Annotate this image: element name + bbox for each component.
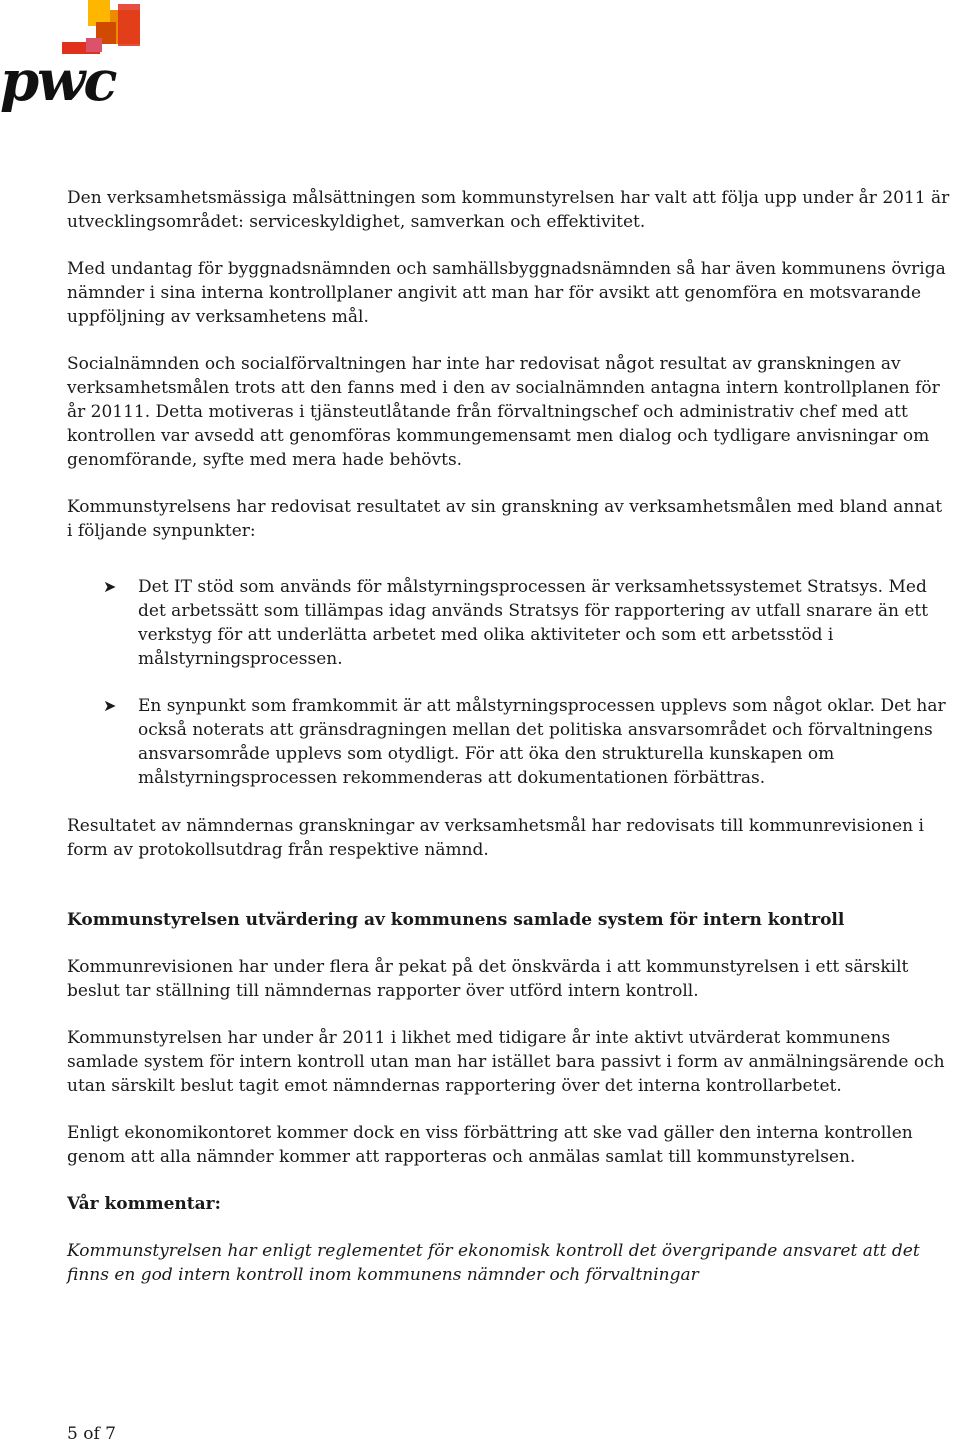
page-number: 5 of 7 [67, 1424, 116, 1444]
svg-text:pwc: pwc [0, 48, 116, 112]
arrowhead-bullet-icon: ➤ [103, 696, 117, 715]
pwc-logo [0, 0, 150, 112]
paragraph-after-bullets: Resultatet av nämndernas granskningar av verksamhetsmål har redovisats till kommunrevisionen i form av protokollsutdrag från respektive nämnd. [67, 816, 924, 860]
comment-heading: Vår kommentar: [67, 1194, 221, 1214]
paragraph-2: Med undantag för byggnadsnämnden och samhällsbyggnadsnämnden så har även kommunens övriga nämnder i sina interna kontrollplaner angivit att man har för avsikt att genomföra en motsvarande uppföljning av verksamhetens mål. [67, 259, 946, 327]
section-paragraph-3: Enligt ekonomikontoret kommer dock en viss förbättring att ske vad gäller den interna kontrollen genom att alla nämnder kommer att rapporteras och anmälas samlat till kommunstyrelsen. [67, 1123, 913, 1167]
document-body [67, 186, 952, 1310]
section-paragraph-2: Kommunstyrelsen har under år 2011 i likhet med tidigare år inte aktivt utvärderat kommunens samlade system för intern kontroll utan man har istället bara passivt i form av anmälningsärende och utan särskilt beslut tagit emot nämndernas rapportering över det interna kontrollarbetet. [67, 1028, 945, 1096]
section-paragraph-1: Kommunrevisionen har under flera år pekat på det önskvärda i att kommunstyrelsen i ett särskilt beslut tar ställning till nämndernas rapporter över utförd intern kontroll. [67, 957, 909, 1001]
pwc-logo-graphic [0, 0, 150, 112]
paragraph-4: Kommunstyrelsens har redovisat resultatet av sin granskning av verksamhetsmålen med bland annat i följande synpunkter: [67, 497, 943, 541]
section-heading: Kommunstyrelsen utvärdering av kommunens samlade system för intern kontroll [67, 910, 845, 930]
comment-text: Kommunstyrelsen har enligt reglementet för ekonomisk kontroll det övergripande ansvaret att det finns en god intern kontroll inom kommunens nämnder och förvaltningar [67, 1241, 920, 1285]
bullet-item [67, 694, 952, 790]
bullet-text: En synpunkt som framkommit är att målstyrningsprocessen upplevs som något oklar. Det har också noterats att gränsdragningen mellan det politiska ansvarsområdet och förvaltningens ansvarsområde upplevs som otydligt. För att öka den strukturella kunskapen om målstyrningsprocessen rekommenderas att dokumentationen förbättras. [138, 696, 946, 788]
arrowhead-bullet-icon: ➤ [103, 577, 117, 596]
bullet-list [67, 575, 952, 790]
bullet-text: Det IT stöd som används för målstyrningsprocessen är verksamhetssystemet Stratsys. Med det arbetssätt som tillämpas idag används Stratsys för rapportering av utfall snarare än ett verkstyg för att underlätta arbetet med olika aktiviteter och som ett arbetsstöd i målstyrningsprocessen. [138, 577, 929, 669]
bullet-item [67, 575, 952, 671]
paragraph-3: Socialnämnden och socialförvaltningen har inte har redovisat något resultat av granskningen av verksamhetsmålen trots att den fanns med i den av socialnämnden antagna intern kontrollplanen för år 20111. Detta motiveras i tjänsteutlåtande från förvaltningschef och administrativ chef med att kontrollen var avsedd att genomföras kommungemensamt men dialog och tydligare anvisningar om genomförande, syfte med mera hade behövts. [67, 354, 940, 470]
paragraph-1: Den verksamhetsmässiga målsättningen som kommunstyrelsen har valt att följa upp under år 2011 är utvecklingsområdet: serviceskyldighet, samverkan och effektivitet. [67, 188, 950, 232]
